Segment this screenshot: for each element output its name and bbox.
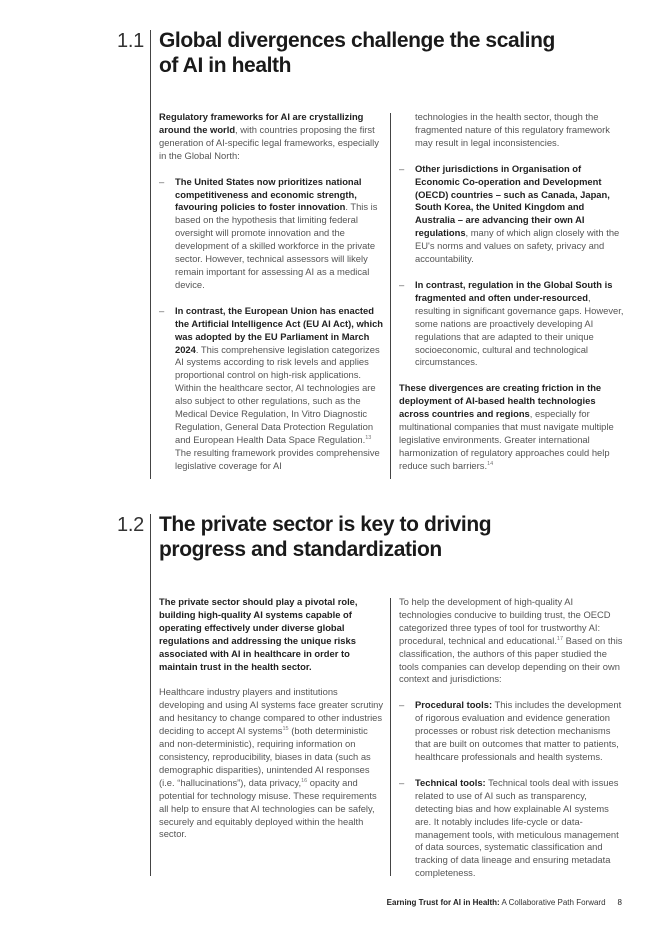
paragraph xyxy=(399,382,624,472)
text: opacity and potential for technology misuse. These requirements all help to ensure that AI technologies can be safely, securely and equitably deployed within the health sector. xyxy=(159,776,377,840)
dash-bullet: – xyxy=(159,175,165,187)
list-item xyxy=(399,279,624,369)
section-1-2-left-column xyxy=(159,596,384,854)
dash-bullet: – xyxy=(159,304,165,316)
bold-lead: The private sector should play a pivotal role, building high-quality AI systems capable of operating effectively under diverse global regulations and addressing the unique risks associated with AI in healthcare in order to maintain trust in the health sector. xyxy=(159,596,358,672)
list-item xyxy=(399,699,624,764)
footnote-ref: 16 xyxy=(301,777,308,784)
footnote-ref: 15 xyxy=(282,726,289,733)
bold-lead: The United States now prioritizes national competitiveness and economic strength, favouring policies to foster innovation xyxy=(175,175,362,213)
paragraph xyxy=(159,596,384,673)
page-number: 8 xyxy=(617,898,622,907)
page-footer xyxy=(387,898,622,907)
text: , resulting in significant governance gaps. However, some nations are proactively developing AI regulations that are adapted to their unique socioeconomic, cultural and technological circumstances. xyxy=(415,291,624,368)
bold-lead: In contrast, regulation in the Global South is fragmented and often under-resourced xyxy=(415,278,613,303)
text: (both deterministic and non-deterministic), requiring information on consistency, reproducibility, biases in data (such as demographic disparities), unintended AI responses (i.e. “hallucinations”), data privacy, xyxy=(159,725,371,788)
paragraph xyxy=(159,686,384,841)
text: . This comprehensive legislation categorizes AI systems according to risk levels and applies proportional control on high-risk applications. Within the healthcare sector, AI technologies are also subject to other regulations, such as the Medical Device Regulation, In Vitro Diagnostic Regulation, General Data Protection Regulation and European Health Data Space Regulation. xyxy=(175,343,380,445)
section-1-1-rule xyxy=(150,30,151,479)
text: , especially for multinational companies that must navigate multiple legislative environments. Greater international harmonization of regulatory approaches could help reduce such barriers. xyxy=(399,408,614,471)
footer-title: Earning Trust for AI in Health: xyxy=(386,898,500,907)
text: Healthcare industry players and institutions developing and using AI systems face greater scrutiny and hesitancy to change compared to other industries deciding to accept AI systems xyxy=(159,686,384,737)
section-title-1-1: Global divergences challenge the scaling of AI in health xyxy=(159,29,555,77)
text: Technical tools deal with issues related to use of AI such as transparency, detecting bias and how explainable AI systems are. It notably includes life-cycle or data-management tools, with meticulous management of data sources, systematic classification and tracking of data lineage and ensuring metadata completeness. xyxy=(415,776,619,879)
column-divider xyxy=(390,113,391,479)
dash-bullet: – xyxy=(399,162,405,174)
bold-lead: Other jurisdictions in Organisation of Economic Co-operation and Development (OECD) countries – such as Canada, Japan, South Korea, the United Kingdom and Australia – are advancing their own AI regulations xyxy=(415,162,610,239)
paragraph xyxy=(399,596,624,686)
section-number-1-1: 1.1 xyxy=(117,30,144,52)
section-1-2-right-column xyxy=(399,596,624,893)
text: This includes the development of rigorous evaluation and evidence generation processes or robust risk detection mechanisms that are built on outcomes that matter to patients, healthcare professionals and health systems. xyxy=(415,699,622,762)
text: . This is based on the hypothesis that limiting federal oversight will promote innovation and the development of a skilled workforce in the private sector. However, technical assessors will likely remain important for assessing AI as a medical device. xyxy=(175,201,378,290)
text: , many of which align closely with the EU's norms and values on safety, privacy and accountability. xyxy=(415,227,620,265)
list-item xyxy=(159,305,384,473)
text: Based on this classification, the authors of this paper studied the tools companies can develop depending on their own context and jurisdictions: xyxy=(399,634,623,685)
paragraph xyxy=(159,111,384,163)
section-title-1-2: The private sector is key to driving progress and standardization xyxy=(159,513,492,561)
footnote-ref: 14 xyxy=(487,460,494,467)
list-item-continued xyxy=(399,111,624,150)
bold-lead: Regulatory frameworks for AI are crystallizing around the world xyxy=(159,111,364,135)
footnote-ref: 17 xyxy=(556,635,564,642)
footnote-ref: 13 xyxy=(365,434,372,441)
list-item xyxy=(399,777,624,880)
bold-lead: Procedural tools: xyxy=(415,699,493,711)
dash-bullet: – xyxy=(399,776,405,788)
bold-lead: These divergences are creating friction in the deployment of AI-based health technologies across countries and regions xyxy=(399,382,602,420)
section-1-2-rule xyxy=(150,514,151,876)
text: The resulting framework provides comprehensive legislative coverage for AI xyxy=(175,446,380,471)
list-item xyxy=(159,176,384,292)
text: To help the development of high-quality AI technologies conducive to building trust, the OECD categorized three types of tool for trustworthy AI: procedural, technical and educational. xyxy=(399,596,611,646)
text: technologies in the health sector, though the fragmented nature of this regulatory framework may result in legal inconsistencies. xyxy=(415,111,610,148)
section-number-1-2: 1.2 xyxy=(117,514,144,536)
column-divider xyxy=(390,598,391,876)
footer-subtitle: A Collaborative Path Forward xyxy=(499,898,606,907)
text: , with countries proposing the first generation of AI-specific legal frameworks, especially in the Global North: xyxy=(159,123,379,161)
section-1-1-right-column xyxy=(399,111,624,486)
section-1-1-left-column xyxy=(159,111,384,486)
dash-bullet: – xyxy=(399,278,405,290)
list-item xyxy=(399,163,624,266)
bold-lead: In contrast, the European Union has enacted the Artificial Intelligence Act (EU AI Act), which was adopted by the EU Parliament in March 2024 xyxy=(175,304,384,355)
bold-lead: Technical tools: xyxy=(415,776,486,788)
dash-bullet: – xyxy=(399,699,405,711)
